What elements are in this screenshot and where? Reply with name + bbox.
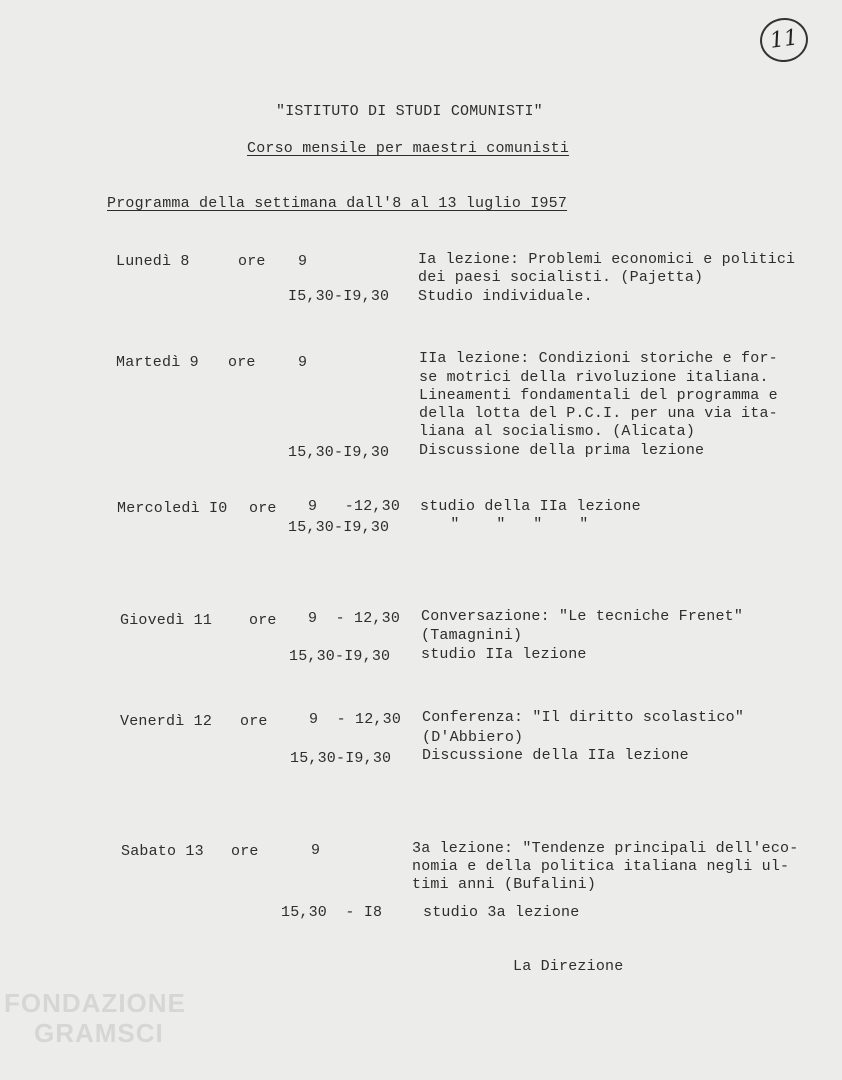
slot-time: 9 - 12,30 <box>309 711 402 728</box>
program-title: Programma della settimana dall'8 al 13 luglio I957 <box>107 195 568 212</box>
slot-line: se motrici della rivoluzione italiana. <box>419 369 769 386</box>
slot-line: Conferenza: "Il diritto scolastico" <box>422 709 745 726</box>
slot-time: 9 <box>298 253 308 270</box>
slot-line: (D'Abbiero) <box>422 729 524 746</box>
slot-line: Studio individuale. <box>418 288 593 305</box>
institute-title: "ISTITUTO DI STUDI COMUNISTI" <box>276 103 543 120</box>
slot-line: timi anni (Bufalini) <box>412 876 597 893</box>
slot-line: 3a lezione: "Tendenze principali dell'eco- <box>412 840 799 857</box>
fondazione-gramsci-watermark <box>4 988 186 1048</box>
slot-line: nomia e della politica italiana negli ul- <box>412 858 790 875</box>
watermark-line: GRAMSCI <box>34 1018 164 1048</box>
slot-line: Ia lezione: Problemi economici e politici <box>418 251 796 268</box>
ore-label: ore <box>249 612 277 629</box>
slot-time: 9 -12,30 <box>308 498 401 515</box>
slot-line: studio della IIa lezione <box>420 498 641 515</box>
day-label: Mercoledì I0 <box>117 500 228 517</box>
watermark-line: FONDAZIONE <box>4 988 186 1018</box>
signature: La Direzione <box>513 958 624 975</box>
slot-time: 15,30 - I8 <box>281 904 383 921</box>
slot-time: 9 - 12,30 <box>308 610 401 627</box>
slot-line: Lineamenti fondamentali del programma e <box>419 387 778 404</box>
slot-time: 15,30-I9,30 <box>290 750 392 767</box>
slot-line: Discussione della prima lezione <box>419 442 705 459</box>
day-label: Martedì 9 <box>116 354 199 371</box>
ditto-marks: " " " " <box>432 516 589 533</box>
course-title: Corso mensile per maestri comunisti <box>247 140 570 157</box>
slot-line: Conversazione: "Le tecniche Frenet" <box>421 608 744 625</box>
slot-line: IIa lezione: Condizioni storiche e for- <box>419 350 778 367</box>
day-label: Giovedì 11 <box>120 612 213 629</box>
slot-line: dei paesi socialisti. (Pajetta) <box>418 269 704 286</box>
slot-time: 15,30-I9,30 <box>288 519 390 536</box>
slot-time: 9 <box>311 842 321 859</box>
ore-label: ore <box>231 843 259 860</box>
ore-label: ore <box>238 253 266 270</box>
day-label: Venerdì 12 <box>120 713 213 730</box>
ore-label: ore <box>240 713 268 730</box>
slot-line: (Tamagnini) <box>421 627 523 644</box>
slot-line: liana al socialismo. (Alicata) <box>419 423 696 440</box>
slot-line: studio IIa lezione <box>421 646 587 663</box>
day-label: Lunedì 8 <box>116 253 190 270</box>
slot-time: I5,30-I9,30 <box>288 288 390 305</box>
slot-time: 15,30-I9,30 <box>289 648 391 665</box>
slot-line: studio 3a lezione <box>423 904 580 921</box>
slot-time: 15,30-I9,30 <box>288 444 390 461</box>
ore-label: ore <box>249 500 277 517</box>
page-number: 11 <box>757 15 811 65</box>
slot-line: della lotta del P.C.I. per una via ita- <box>419 405 778 422</box>
ore-label: ore <box>228 354 256 371</box>
slot-line: Discussione della IIa lezione <box>422 747 689 764</box>
slot-time: 9 <box>298 354 308 371</box>
day-label: Sabato 13 <box>121 843 204 860</box>
